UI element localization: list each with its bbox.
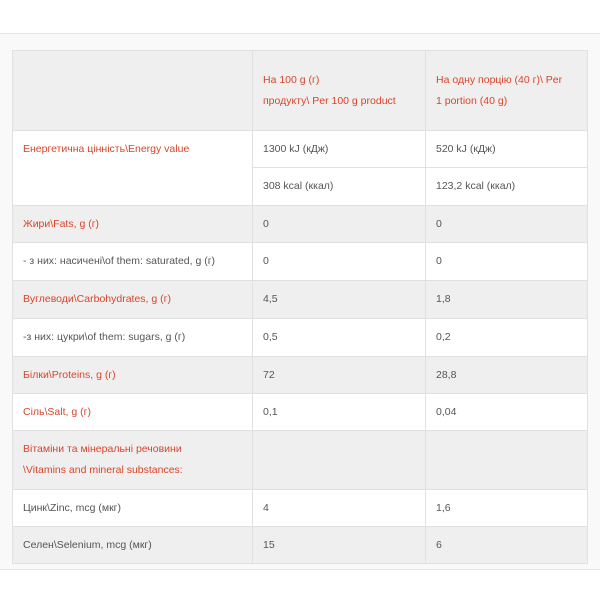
saturated-label: - з них: насичені\of them: saturated, g (г) <box>13 243 253 281</box>
salt-per100: 0,1 <box>253 394 426 431</box>
energy-per100-kj: 1300 kJ (кДж) <box>253 131 426 168</box>
proteins-per100: 72 <box>253 357 426 394</box>
table-row <box>13 206 588 243</box>
saturated-per100: 0 <box>253 243 426 281</box>
table-row <box>13 131 588 168</box>
salt-portion: 0,04 <box>426 394 588 431</box>
vitamins-portion <box>426 431 588 490</box>
fats-per100: 0 <box>253 206 426 243</box>
carbs-portion: 1,8 <box>426 281 588 319</box>
table-row <box>13 319 588 357</box>
header-per-100g <box>253 51 426 131</box>
zinc-label: Цинк\Zinc, mcg (мкг) <box>13 490 253 527</box>
table-row <box>13 527 588 564</box>
table-row <box>13 490 588 527</box>
table-row <box>13 281 588 319</box>
header-per-100g-line2: продукту\ Per 100 g product <box>263 94 396 107</box>
fats-portion: 0 <box>426 206 588 243</box>
table-row <box>13 357 588 394</box>
sugars-per100: 0,5 <box>253 319 426 357</box>
vitamins-per100 <box>253 431 426 490</box>
sugars-label: -з них: цукри\of them: sugars, g (г) <box>13 319 253 357</box>
vitamins-label <box>13 431 253 490</box>
fats-label: Жири\Fats, g (г) <box>13 206 253 243</box>
table-row <box>13 243 588 281</box>
energy-per100-kcal: 308 kcal (ккал) <box>253 168 426 206</box>
header-per-100g-line1: На 100 g (г) <box>263 73 320 86</box>
saturated-portion: 0 <box>426 243 588 281</box>
salt-label: Сіль\Salt, g (г) <box>13 394 253 431</box>
table-row <box>13 431 588 490</box>
energy-portion-kcal: 123,2 kcal (ккал) <box>426 168 588 206</box>
header-per-portion-line1: На одну порцію (40 г)\ Per <box>436 73 563 86</box>
proteins-label: Білки\Proteins, g (г) <box>13 357 253 394</box>
carbs-label: Вуглеводи\Carbohydrates, g (г) <box>13 281 253 319</box>
zinc-portion: 1,6 <box>426 490 588 527</box>
table-row <box>13 394 588 431</box>
vitamins-label-line2: \Vitamins and mineral substances: <box>23 464 183 476</box>
header-per-portion-line2: 1 portion (40 g) <box>436 94 508 107</box>
selenium-portion: 6 <box>426 527 588 564</box>
zinc-per100: 4 <box>253 490 426 527</box>
selenium-per100: 15 <box>253 527 426 564</box>
carbs-per100: 4,5 <box>253 281 426 319</box>
header-blank-cell <box>13 51 253 131</box>
nutrition-table <box>12 50 588 564</box>
vitamins-label-line1: Вітаміни та мінеральні речовини <box>23 443 182 455</box>
proteins-portion: 28,8 <box>426 357 588 394</box>
energy-label: Енергетична цінність\Energy value <box>13 131 253 206</box>
selenium-label: Селен\Selenium, mcg (мкг) <box>13 527 253 564</box>
table-header-row <box>13 51 588 131</box>
sugars-portion: 0,2 <box>426 319 588 357</box>
energy-portion-kj: 520 kJ (кДж) <box>426 131 588 168</box>
header-per-portion <box>426 51 588 131</box>
